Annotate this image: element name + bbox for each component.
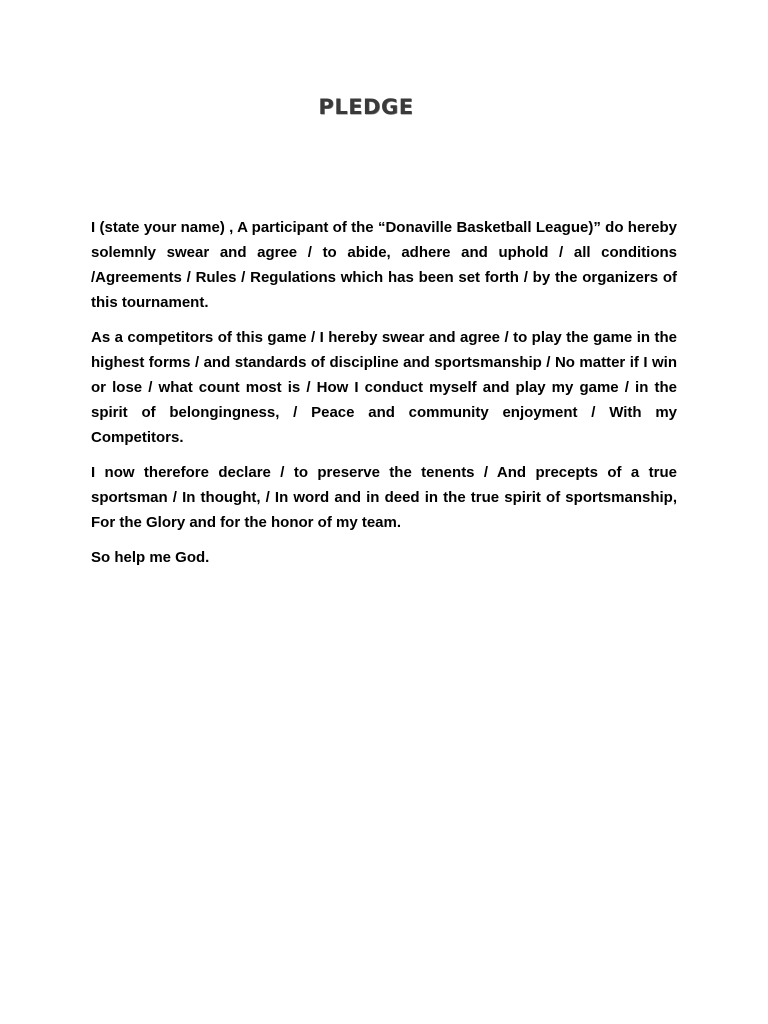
pledge-paragraph-2: As a competitors of this game / I hereby swear and agree / to play the game in the highest forms / and standards of discipline and sportsmanship / No matter if I win or lose / what count most is / How I conduct myself and play my game / in the spirit of belongingness, / Peace and community enjoyment / With my Competitors. [91,329,677,446]
pledge-paragraph-3: I now therefore declare / to preserve the tenents / And precepts of a true sportsman / In thought, / In word and in deed in the true spirit of sportsmanship, For the Glory and for the honor of my team. [91,464,677,531]
pledge-paragraph-1: I (state your name) , A participant of the “Donaville Basketball League)” do hereby solemnly swear and agree / to abide, adhere and uphold / all conditions /Agreements / Rules / Regulations which has been set forth / by the organizers of this tournament. [91,219,677,311]
closing-line: So help me God. [91,549,210,566]
document-title: PLEDGE [318,95,414,119]
document-body [91,215,677,580]
